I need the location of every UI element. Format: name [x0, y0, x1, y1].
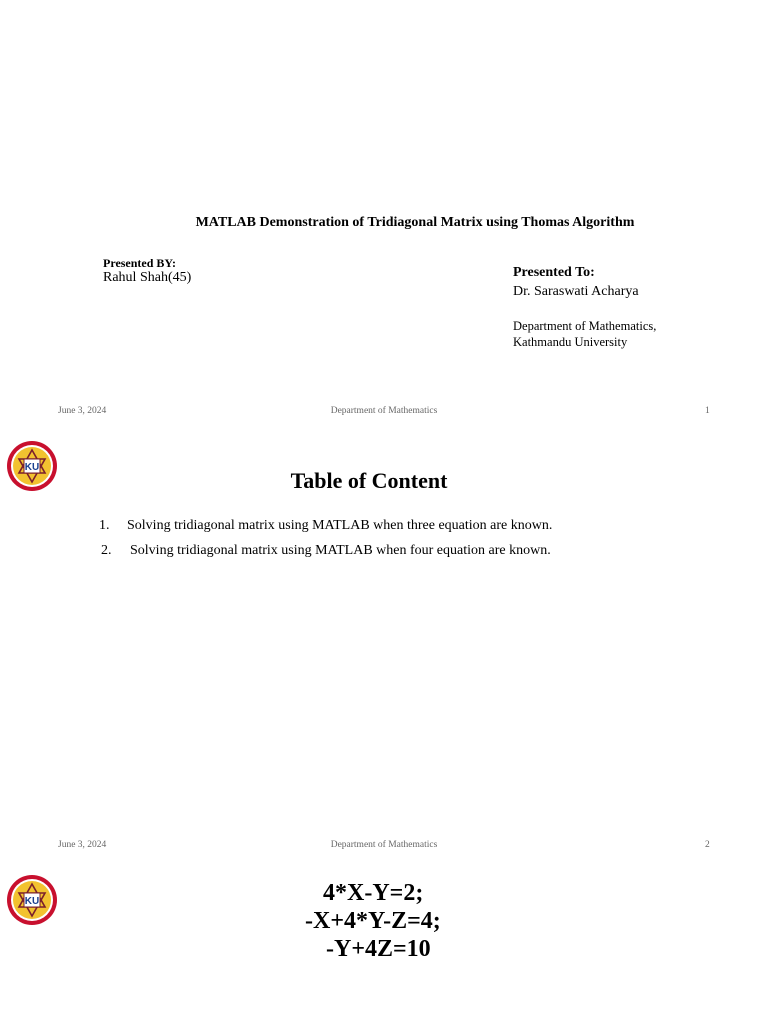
- toc-item: [101, 543, 551, 559]
- page-number: 2: [705, 840, 710, 850]
- toc-item-number: 1.: [99, 518, 110, 533]
- toc-item-text: Solving tridiagonal matrix using MATLAB when four equation are known.: [130, 543, 551, 558]
- toc-item: [99, 518, 552, 534]
- presented-by-label: Presented BY:: [103, 256, 176, 270]
- department-line1: Department of Mathematics,: [513, 319, 657, 333]
- toc-item-text: Solving tridiagonal matrix using MATLAB when three equation are known.: [127, 518, 553, 533]
- equation-3: -Y+4Z=10: [326, 936, 431, 962]
- presented-to-name: Dr. Saraswati Acharya: [513, 284, 639, 299]
- logo-text: KU: [24, 462, 40, 473]
- footer-date: June 3, 2024: [58, 406, 107, 416]
- footer-department: Department of Mathematics: [330, 840, 438, 850]
- department-block: [513, 318, 656, 350]
- slide1-title: MATLAB Demonstration of Tridiagonal Matrix using Thomas Algorithm: [195, 215, 635, 230]
- footer-date: June 3, 2024: [58, 840, 107, 850]
- toc-item-number: 2.: [101, 543, 112, 558]
- logo-text: KU: [24, 896, 40, 907]
- presenter-name: Rahul Shah(45): [103, 270, 192, 285]
- toc-title: Table of Content: [290, 468, 448, 493]
- department-line2: Kathmandu University: [513, 335, 628, 349]
- footer-department: Department of Mathematics: [330, 406, 438, 416]
- equation-2: -X+4*Y-Z=4;: [305, 908, 441, 934]
- presented-to-label: Presented To:: [513, 265, 595, 280]
- equation-1: 4*X-Y=2;: [323, 880, 424, 906]
- page-number: 1: [705, 406, 710, 416]
- kathmandu-university-logo-icon: [6, 874, 58, 926]
